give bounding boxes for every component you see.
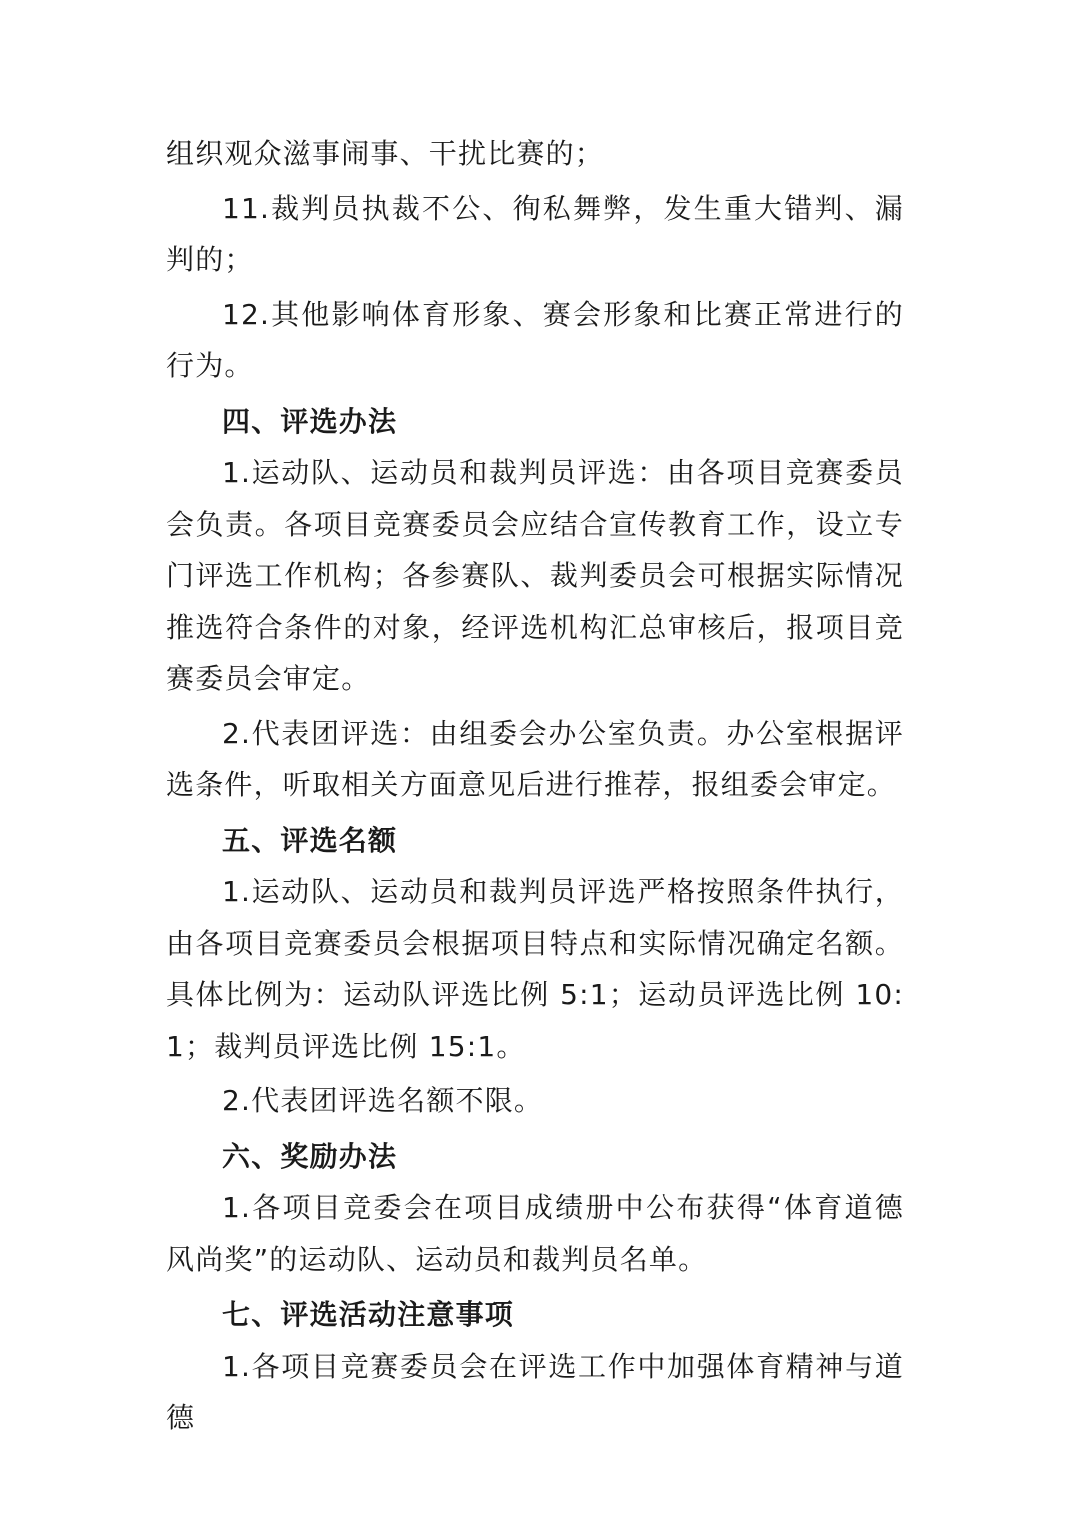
- section-heading-4: 四、评选办法: [222, 404, 398, 438]
- section-heading-7: 七、评选活动注意事项: [222, 1298, 515, 1331]
- section-heading-6: 六、奖励办法: [222, 1139, 398, 1173]
- paragraph-quota-1: 1.运动队、运动员和裁判员评选严格按照条件执行，由各项目竞赛委员会根据项目特点和实际情况确定名额。具体比例为：运动队评选比例 5:1；运动员评选比例 10:1；裁判员评选比例 15:1。: [166, 875, 904, 1063]
- paragraph-item-12: 12.其他影响体育形象、赛会形象和比赛正常进行的行为。: [166, 297, 904, 382]
- section-heading-5: 五、评选名额: [222, 823, 398, 857]
- paragraph-notes-1: 1.各项目竞赛委员会在评选工作中加强体育精神与道德: [166, 1349, 904, 1434]
- paragraph-continuation: 组织观众滋事闹事、干扰比赛的；: [166, 137, 605, 170]
- document-page: [166, 128, 904, 1444]
- paragraph-reward-1: 1.各项目竞委会在项目成绩册中公布获得“体育道德风尚奖”的运动队、运动员和裁判员名单。: [166, 1191, 904, 1276]
- paragraph-selection-method-1: 1.运动队、运动员和裁判员评选：由各项目竞赛委员会负责。各项目竞赛委员会应结合宣传教育工作，设立专门评选工作机构；各参赛队、裁判委员会可根据实际情况推选符合条件的对象，经评选机构汇总审核后，报项目竞赛委员会审定。: [166, 456, 904, 695]
- paragraph-quota-2: 2.代表团评选名额不限。: [222, 1084, 544, 1117]
- paragraph-selection-method-2: 2.代表团评选：由组委会办公室负责。办公室根据评选条件，听取相关方面意见后进行推荐，报组委会审定。: [166, 716, 904, 801]
- paragraph-item-11: 11.裁判员执裁不公、徇私舞弊，发生重大错判、漏判的；: [166, 191, 904, 276]
